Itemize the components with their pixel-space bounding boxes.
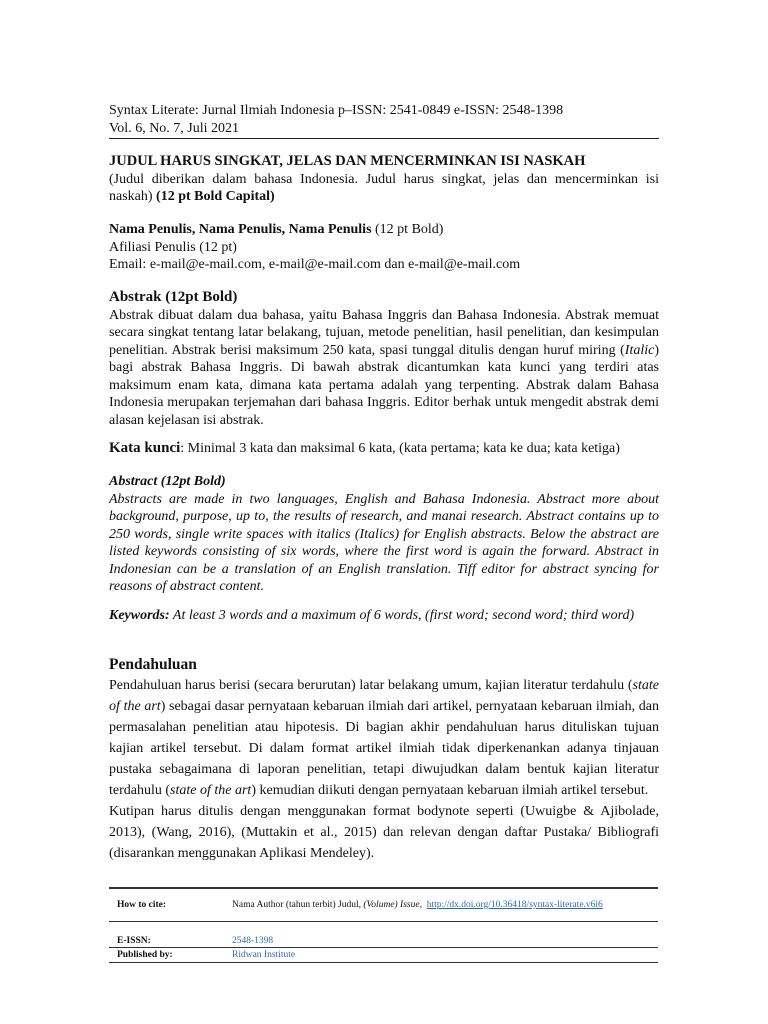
author-email: Email: e-mail@e-mail.com, e-mail@e-mail.com dan e-mail@e-mail.com xyxy=(109,257,521,272)
eissn-label: E-ISSN: xyxy=(109,922,224,948)
abstrak-text-italic: Italic xyxy=(624,342,655,358)
keywords-text: At least 3 words and a maximum of 6 words, (first word; second word; third word) xyxy=(169,608,635,623)
abstract-en-block xyxy=(109,473,659,596)
abstrak-text xyxy=(109,307,659,430)
journal-line: Syntax Literate: Jurnal Ilmiah Indonesia p–ISSN: 2541-0849 e-ISSN: 2548-1398 xyxy=(109,103,564,118)
authors-block xyxy=(109,221,659,274)
kata-kunci-block xyxy=(109,440,659,458)
keywords-block xyxy=(109,607,659,625)
abstrak-text-a: Abstrak dibuat dalam dua bahasa, yaitu Bahasa Inggris dan Bahasa Indonesia. Abstrak memuat secara singkat tentang latar belakang, tujuan, metode penelitian, hasil penelitian, dan kesimpulan penelitian. Abstrak berisi maksimum 250 kata, spasi tunggal ditulis dengan huruf miring ( xyxy=(109,307,659,358)
abstrak-text-b: ) bagi abstrak Bahasa Inggris. Di bawah abstrak dicantumkan kata kunci yang terdiri atas maksimum enam kata, dimana kata pertama adalah yang terpenting. Abstrak dalam Bahasa Indonesia merupakan terjemahan dari bahasa Inggris. Editor berhak untuk mengedit abstrak demi alasan kejelasan isi abstrak. xyxy=(109,342,659,428)
pendahuluan-heading: Pendahuluan xyxy=(109,656,197,673)
eissn-value: 2548-1398 xyxy=(232,936,274,946)
pendahuluan-paragraph-2: Kutipan harus ditulis dengan menggunakan format bodynote seperti (Uwuigbe & Ajibolade, 2013), (Wang, 2016), (Muttakin et al., 2015) dan relevan dengan daftar Pustaka/ Bibliografi (disarankan menggunakan Aplikasi Mendeley). xyxy=(109,803,659,861)
pendahuluan-block xyxy=(109,656,659,864)
how-to-cite-italic: (Volume) Issue, xyxy=(363,900,422,910)
published-by-row xyxy=(109,948,658,963)
abstract-en-text: Abstracts are made in two languages, English and Bahasa Indonesia. Abstract more about background, purpose, up to, the results of research, and manai research. Abstract contains up to 250 words, single write spaces with italics (Italics) for English abstracts. Below the abstract are listed keywords consisting of six words, where the first word is again the forward. Abstract in Indonesian can be a translation of an English translation. Tiff editor for abstract syncing for reasons of abstract content. xyxy=(109,491,659,594)
pendahuluan-paragraph-1 xyxy=(109,675,659,801)
journal-header xyxy=(109,102,659,138)
pendahuluan-p1-b: ) sebagai dasar pernyataan kebaruan ilmiah dari artikel, pernyataan kebaruan ilmiah, dan permasalahan penelitian atau hipotesis. Di bagian akhir pendahuluan harus dituliskan tujuan kajian artikel tersebut. Di dalam format artikel ilmiah tidak diperkenankan adanya tinjauan pustaka sebagaimana di laporan penelitian, tetapi diwujudkan dalam bentuk kajian literatur terdahulu ( xyxy=(109,698,659,798)
volume-line: Vol. 6, No. 7, Juli 2021 xyxy=(109,121,240,136)
eissn-value-cell xyxy=(224,922,658,948)
pendahuluan-p1-italic-1: state of the art xyxy=(109,677,659,714)
author-names-line xyxy=(109,221,659,239)
keywords-label: Keywords: xyxy=(109,608,170,623)
kata-kunci-text: : Minimal 3 kata dan maksimal 6 kata, (kata pertama; kata ke dua; kata ketiga) xyxy=(180,441,620,456)
published-by-value-cell xyxy=(224,948,658,963)
how-to-cite-text: Nama Author (tahun terbit) Judul, xyxy=(232,900,364,910)
title-format: (12 pt Bold Capital) xyxy=(156,189,275,204)
abstrak-heading: Abstrak (12pt Bold) xyxy=(109,289,238,305)
abstrak-block xyxy=(109,289,659,429)
author-names: Nama Penulis, Nama Penulis, Nama Penulis xyxy=(109,222,372,237)
pendahuluan-p1-a: Pendahuluan harus berisi (secara berurutan) latar belakang umum, kajian literatur terdahulu ( xyxy=(109,677,633,693)
how-to-cite-row xyxy=(109,888,658,922)
pendahuluan-p1-c: ) kemudian diikuti dengan pernyataan kebaruan ilmiah artikel tersebut. xyxy=(251,782,649,798)
header-divider xyxy=(109,138,659,139)
title-note xyxy=(109,171,659,206)
article-title: JUDUL HARUS SINGKAT, JELAS DAN MENCERMINKAN ISI NASKAH xyxy=(109,153,586,169)
author-names-format: (12 pt Bold) xyxy=(375,222,444,237)
citation-table xyxy=(109,887,658,963)
doi-link[interactable]: http://dx.doi.org/10.36418/syntax-literate.v6i6 xyxy=(426,900,603,910)
how-to-cite-label: How to cite: xyxy=(109,888,224,922)
title-block xyxy=(109,153,659,206)
published-by-value: Ridwan Institute xyxy=(232,950,296,960)
published-by-label: Published by: xyxy=(109,948,224,963)
pendahuluan-p1-italic-2: state of the art xyxy=(170,782,252,798)
title-note-text: (Judul diberikan dalam bahasa Indonesia. Judul harus singkat, jelas dan mencerminkan isi naskah) xyxy=(109,171,659,204)
author-affiliation: Afiliasi Penulis (12 pt) xyxy=(109,239,237,255)
eissn-row xyxy=(109,922,658,948)
kata-kunci-label: Kata kunci xyxy=(109,440,181,456)
abstract-en-heading: Abstract (12pt Bold) xyxy=(109,474,226,489)
how-to-cite-value xyxy=(224,888,658,922)
